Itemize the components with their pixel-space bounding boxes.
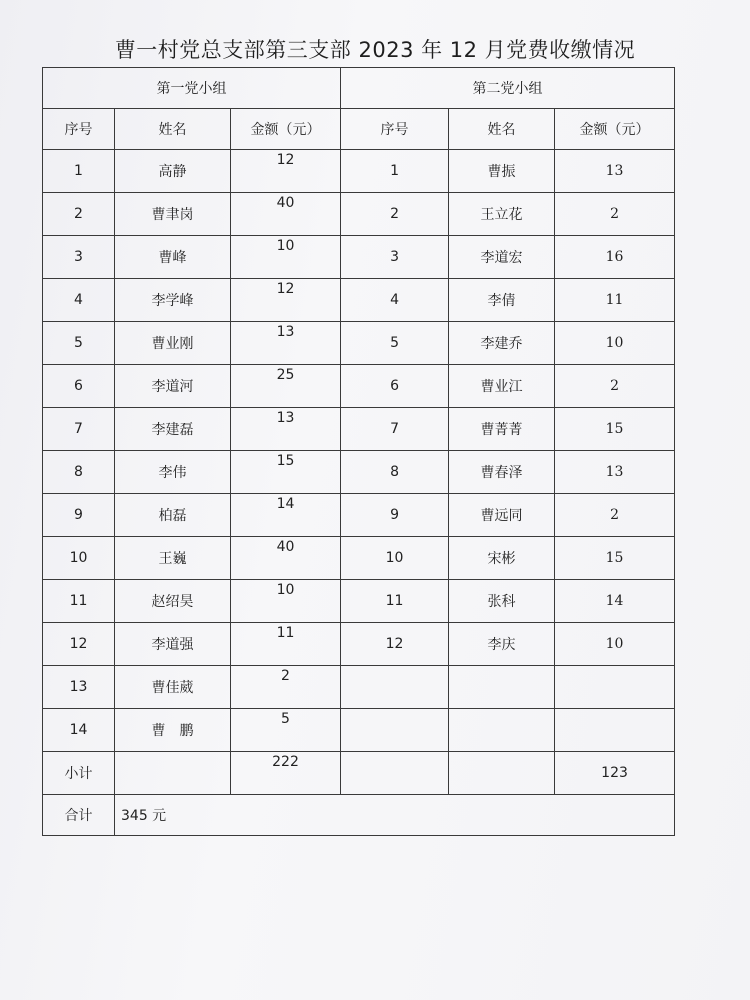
header-amount-2: 金额（元） <box>555 109 675 150</box>
group2-seq-cell: 2 <box>341 193 449 236</box>
group1-seq-cell: 11 <box>43 580 115 623</box>
table-row <box>43 580 675 623</box>
party-fee-table <box>42 67 675 836</box>
group2-name-cell: 宋彬 <box>449 537 555 580</box>
group1-amount-cell: 25 <box>231 365 341 408</box>
group1-seq-cell: 5 <box>43 322 115 365</box>
group2-amount-cell: 13 <box>555 150 675 193</box>
group2-amount-cell: 10 <box>555 322 675 365</box>
table-row <box>43 709 675 752</box>
group2-name-cell: 曹振 <box>449 150 555 193</box>
group2-amount-cell: 16 <box>555 236 675 279</box>
group2-name-cell <box>449 666 555 709</box>
table-row <box>43 537 675 580</box>
group2-seq-cell: 11 <box>341 580 449 623</box>
group2-name-cell: 李建乔 <box>449 322 555 365</box>
group1-name-cell: 曹佳葳 <box>115 666 231 709</box>
group1-name-cell: 李道强 <box>115 623 231 666</box>
group2-amount-cell: 15 <box>555 408 675 451</box>
header-name-1: 姓名 <box>115 109 231 150</box>
group2-amount-cell: 14 <box>555 580 675 623</box>
group2-name-cell: 曹春泽 <box>449 451 555 494</box>
group1-name-cell: 曹 鹏 <box>115 709 231 752</box>
group2-seq-cell <box>341 709 449 752</box>
group2-name-cell: 李道宏 <box>449 236 555 279</box>
table-row <box>43 408 675 451</box>
group1-seq-cell: 3 <box>43 236 115 279</box>
group2-seq-cell: 10 <box>341 537 449 580</box>
group1-amount-cell: 11 <box>231 623 341 666</box>
header-seq-1: 序号 <box>43 109 115 150</box>
group1-name-cell: 曹业刚 <box>115 322 231 365</box>
group2-name-cell: 王立花 <box>449 193 555 236</box>
group1-amount-cell: 14 <box>231 494 341 537</box>
group2-amount-cell: 2 <box>555 365 675 408</box>
total-label: 合计 <box>43 795 115 836</box>
group1-seq-cell: 10 <box>43 537 115 580</box>
subtotal-row <box>43 752 675 795</box>
group1-name-cell: 曹聿岗 <box>115 193 231 236</box>
group1-name-cell: 李学峰 <box>115 279 231 322</box>
group2-name-cell <box>449 709 555 752</box>
group2-name-cell: 曹业江 <box>449 365 555 408</box>
group2-amount-cell: 10 <box>555 623 675 666</box>
group1-name-cell: 李道河 <box>115 365 231 408</box>
subtotal-group2-amount: 123 <box>555 752 675 795</box>
group2-name-cell: 曹菁菁 <box>449 408 555 451</box>
header-seq-2: 序号 <box>341 109 449 150</box>
table-row <box>43 365 675 408</box>
group2-name-cell: 李庆 <box>449 623 555 666</box>
group1-name-cell: 王巍 <box>115 537 231 580</box>
table-row <box>43 451 675 494</box>
subtotal-label: 小计 <box>43 752 115 795</box>
group2-name-cell: 李倩 <box>449 279 555 322</box>
group1-seq-cell: 14 <box>43 709 115 752</box>
group-header-row <box>43 68 675 109</box>
group1-amount-cell: 40 <box>231 537 341 580</box>
group2-seq-cell: 7 <box>341 408 449 451</box>
document-title: 曹一村党总支部第三支部 2023 年 12 月党费收缴情况 <box>114 38 636 62</box>
group1-amount-cell: 12 <box>231 279 341 322</box>
subtotal-empty-cell <box>115 752 231 795</box>
total-row <box>43 795 675 836</box>
group2-label: 第二党小组 <box>341 68 675 109</box>
group2-seq-cell: 6 <box>341 365 449 408</box>
subtotal-empty-cell <box>449 752 555 795</box>
total-amount: 345 元 <box>115 795 675 836</box>
group1-amount-cell: 12 <box>231 150 341 193</box>
subtotal-empty-cell <box>341 752 449 795</box>
table-row <box>43 150 675 193</box>
table-row <box>43 193 675 236</box>
group1-seq-cell: 9 <box>43 494 115 537</box>
group2-amount-cell: 2 <box>555 193 675 236</box>
group2-seq-cell: 8 <box>341 451 449 494</box>
table-row <box>43 623 675 666</box>
table-row <box>43 666 675 709</box>
group2-amount-cell <box>555 666 675 709</box>
group1-name-cell: 高静 <box>115 150 231 193</box>
group2-name-cell: 张科 <box>449 580 555 623</box>
group2-amount-cell: 2 <box>555 494 675 537</box>
group2-amount-cell <box>555 709 675 752</box>
table-row <box>43 279 675 322</box>
group2-amount-cell: 13 <box>555 451 675 494</box>
group1-seq-cell: 12 <box>43 623 115 666</box>
group1-name-cell: 曹峰 <box>115 236 231 279</box>
group1-seq-cell: 8 <box>43 451 115 494</box>
group1-amount-cell: 2 <box>231 666 341 709</box>
group1-seq-cell: 6 <box>43 365 115 408</box>
group1-seq-cell: 13 <box>43 666 115 709</box>
group1-amount-cell: 40 <box>231 193 341 236</box>
group2-amount-cell: 15 <box>555 537 675 580</box>
header-amount-1: 金额（元） <box>231 109 341 150</box>
group2-seq-cell: 5 <box>341 322 449 365</box>
group1-name-cell: 柏磊 <box>115 494 231 537</box>
group2-name-cell: 曹远同 <box>449 494 555 537</box>
subtotal-group1-amount: 222 <box>231 752 341 795</box>
header-name-2: 姓名 <box>449 109 555 150</box>
table-row <box>43 322 675 365</box>
group2-seq-cell: 9 <box>341 494 449 537</box>
table-row <box>43 494 675 537</box>
group2-amount-cell: 11 <box>555 279 675 322</box>
group1-label: 第一党小组 <box>43 68 341 109</box>
group1-amount-cell: 13 <box>231 322 341 365</box>
group1-seq-cell: 2 <box>43 193 115 236</box>
group1-seq-cell: 1 <box>43 150 115 193</box>
table-row <box>43 236 675 279</box>
group2-seq-cell: 4 <box>341 279 449 322</box>
column-header-row <box>43 109 675 150</box>
group1-amount-cell: 10 <box>231 236 341 279</box>
group1-name-cell: 李伟 <box>115 451 231 494</box>
group1-amount-cell: 10 <box>231 580 341 623</box>
group1-amount-cell: 13 <box>231 408 341 451</box>
group1-seq-cell: 4 <box>43 279 115 322</box>
group2-seq-cell: 1 <box>341 150 449 193</box>
group1-name-cell: 李建磊 <box>115 408 231 451</box>
group2-seq-cell: 12 <box>341 623 449 666</box>
group2-seq-cell <box>341 666 449 709</box>
group1-amount-cell: 15 <box>231 451 341 494</box>
group2-seq-cell: 3 <box>341 236 449 279</box>
group1-name-cell: 赵绍昊 <box>115 580 231 623</box>
group1-amount-cell: 5 <box>231 709 341 752</box>
group1-seq-cell: 7 <box>43 408 115 451</box>
